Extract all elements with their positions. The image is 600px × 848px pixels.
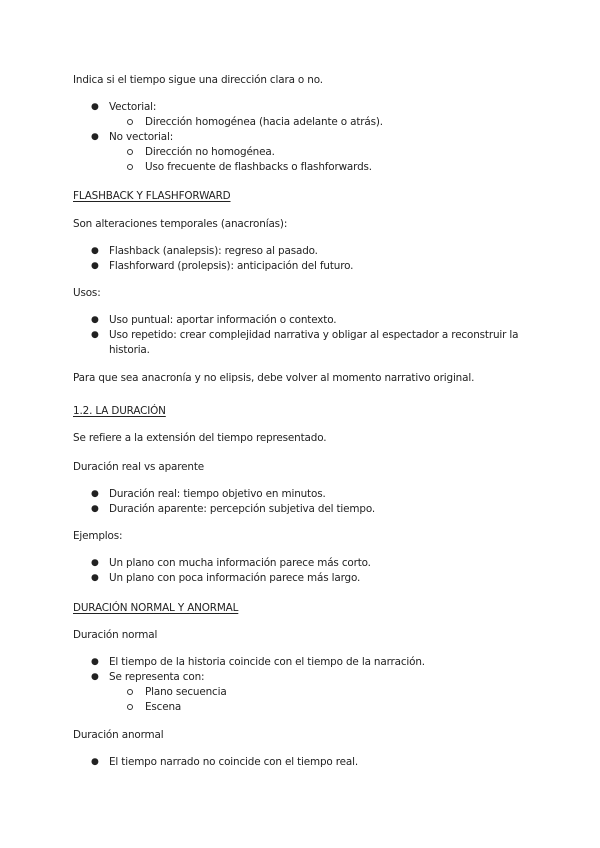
list-item: Vectorial:	[109, 101, 157, 113]
sub-bullet	[127, 164, 133, 170]
list-item: Flashforward (prolepsis): anticipación del futuro.	[109, 260, 354, 272]
sub-list-item: Plano secuencia	[145, 686, 227, 698]
sub-list-item: Dirección homogénea (hacia adelante o atrás).	[145, 116, 383, 128]
section-heading: 1.2. LA DURACIÓN	[73, 405, 166, 417]
list-item: El tiempo narrado no coincide con el tiempo real.	[109, 756, 359, 768]
paragraph: Ejemplos:	[73, 530, 123, 542]
paragraph: Usos:	[73, 287, 101, 299]
list-item: Se representa con:	[109, 671, 205, 683]
list-item: Uso repetido: crear complejidad narrativa y obligar al espectador a reconstruir la	[109, 329, 519, 341]
section-heading: FLASHBACK Y FLASHFORWARD	[73, 190, 231, 202]
bullet: ●	[91, 261, 99, 271]
intro-text: Indica si el tiempo sigue una dirección clara o no.	[73, 74, 323, 86]
list-item: Duración real: tiempo objetivo en minutos.	[109, 488, 326, 500]
subheading: Duración normal	[73, 629, 158, 641]
list-item: Flashback (analepsis): regreso al pasado.	[109, 245, 318, 257]
bullet: ●	[91, 672, 99, 682]
sub-list-item: Escena	[145, 701, 182, 713]
section-heading: DURACIÓN NORMAL Y ANORMAL	[73, 602, 239, 614]
sub-list-item: Dirección no homogénea.	[145, 146, 275, 158]
list-item: No vectorial:	[109, 131, 174, 143]
bullet: ●	[91, 132, 99, 142]
bullet: ●	[91, 573, 99, 583]
bullet: ●	[91, 558, 99, 568]
bullet: ●	[91, 504, 99, 514]
bullet: ●	[91, 246, 99, 256]
list-item-continued: historia.	[109, 344, 150, 356]
bullet: ●	[91, 757, 99, 767]
list-item: Un plano con poca información parece más largo.	[109, 572, 361, 584]
bullet: ●	[91, 102, 99, 112]
list-item: Uso puntual: aportar información o contexto.	[109, 314, 337, 326]
list-item: Duración aparente: percepción subjetiva del tiempo.	[109, 503, 376, 515]
list-item: Un plano con mucha información parece más corto.	[109, 557, 371, 569]
sub-bullet	[127, 119, 133, 125]
bullet: ●	[91, 330, 99, 340]
sub-bullet	[127, 704, 133, 710]
subheading: Duración anormal	[73, 729, 164, 741]
sub-bullet	[127, 149, 133, 155]
sub-bullet	[127, 689, 133, 695]
paragraph: Son alteraciones temporales (anacronías):	[73, 218, 288, 230]
bullet: ●	[91, 489, 99, 499]
bullet: ●	[91, 315, 99, 325]
sub-list-item: Uso frecuente de flashbacks o flashforwards.	[145, 161, 372, 173]
paragraph: Se refiere a la extensión del tiempo representado.	[73, 432, 327, 444]
subheading: Duración real vs aparente	[73, 461, 204, 473]
list-item: El tiempo de la historia coincide con el tiempo de la narración.	[109, 656, 425, 668]
bullet: ●	[91, 657, 99, 667]
paragraph: Para que sea anacronía y no elipsis, debe volver al momento narrativo original.	[73, 372, 475, 384]
